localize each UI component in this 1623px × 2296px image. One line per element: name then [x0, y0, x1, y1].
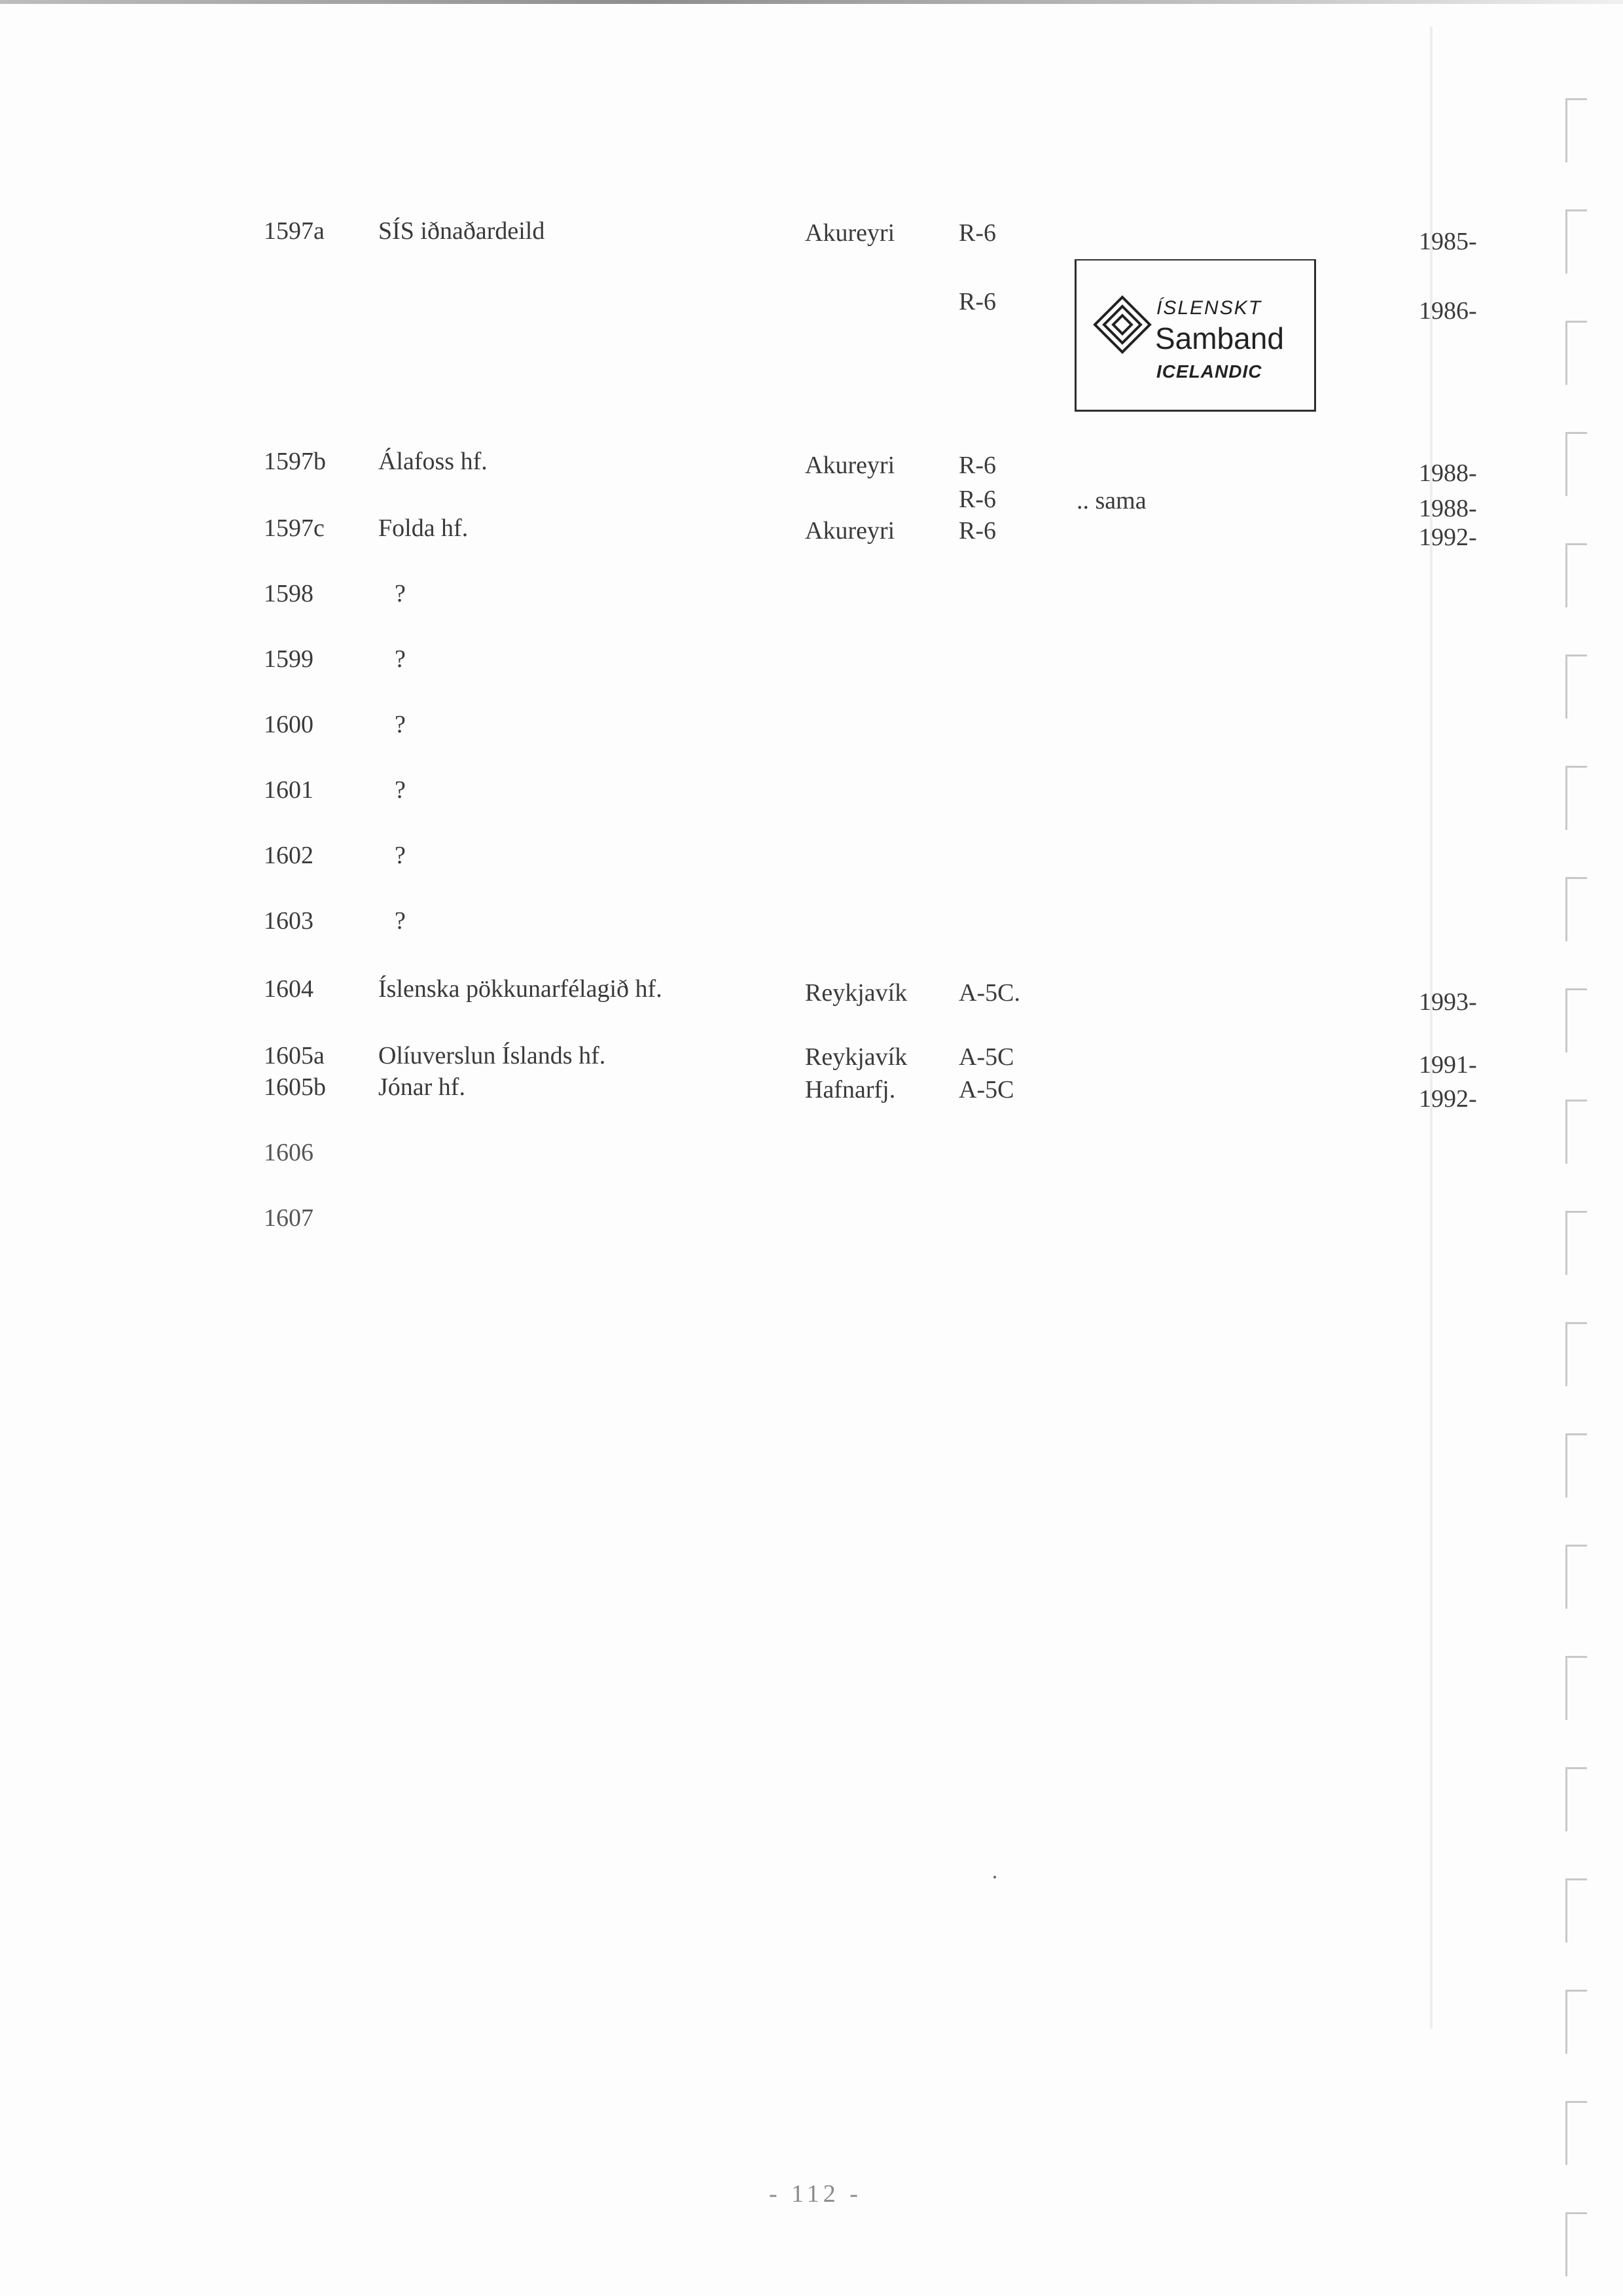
entry-name: ? [395, 907, 406, 935]
entry-year: 1988- [1419, 495, 1477, 522]
entry-year: 1985- [1419, 228, 1477, 255]
entry-number: 1599 [264, 645, 313, 673]
binder-shadow [1430, 26, 1433, 2029]
entry-year: 1992- [1419, 524, 1477, 551]
entry-number: 1600 [264, 711, 313, 738]
entry-name: Íslenska pökkunarfélagið hf. [378, 975, 662, 1003]
entry-code: R-6 [959, 486, 996, 513]
entry-place: Reykjavík [805, 1043, 908, 1071]
entry-year: 1993- [1419, 988, 1477, 1016]
entry-code: A-5C [959, 1076, 1014, 1103]
entry-name: ? [395, 842, 406, 869]
entry-code: R-6 [959, 219, 996, 247]
binder-tab [1565, 2101, 1587, 2165]
binder-tab [1565, 98, 1587, 162]
binder-tab [1565, 1211, 1587, 1275]
entry-note: .. sama [1077, 487, 1147, 514]
binder-tab [1565, 766, 1587, 830]
binder-tab [1565, 1656, 1587, 1720]
entry-number: 1605a [264, 1042, 325, 1069]
entry-number: 1601 [264, 776, 313, 804]
entry-number: 1607 [264, 1204, 313, 1232]
binder-tab [1565, 1100, 1587, 1164]
binder-tab [1565, 1878, 1587, 1943]
binder-tab [1565, 1433, 1587, 1498]
entry-name: Álafoss hf. [378, 448, 488, 475]
stamp-text-icelandic: ICELANDIC [1156, 361, 1262, 382]
binder-tab [1565, 543, 1587, 607]
entry-name: Folda hf. [378, 514, 469, 542]
binder-tab [1565, 1322, 1587, 1386]
binder-tab [1565, 209, 1587, 274]
binder-tab [1565, 321, 1587, 385]
binder-tab [1565, 877, 1587, 941]
entry-name: SÍS iðnaðardeild [378, 217, 545, 245]
entry-number: 1602 [264, 842, 313, 869]
binder-tab [1565, 1767, 1587, 1831]
entry-year: 1988- [1419, 459, 1477, 487]
entry-code: R-6 [959, 452, 996, 479]
entry-place: Akureyri [805, 452, 895, 479]
binder-tab [1565, 1990, 1587, 2054]
entry-code: R-6 [959, 517, 996, 545]
entry-name: Olíuverslun Íslands hf. [378, 1042, 606, 1069]
samband-logo-icon [1090, 292, 1155, 364]
entry-code: A-5C. [959, 979, 1020, 1007]
stamp-text-samband: Samband [1155, 321, 1284, 355]
scan-speck [993, 1876, 996, 1878]
samband-logo-stamp [1075, 259, 1316, 412]
entry-name: ? [395, 776, 406, 804]
entry-number: 1597b [264, 448, 326, 475]
entry-number: 1597c [264, 514, 325, 542]
entry-number: 1603 [264, 907, 313, 935]
stamp-text-islenskt: ÍSLENSKT [1156, 297, 1262, 319]
entry-year: 1991- [1419, 1051, 1477, 1079]
entry-number: 1605b [264, 1073, 326, 1101]
binder-tab [1565, 432, 1587, 496]
entry-code: A-5C [959, 1043, 1014, 1071]
entry-place: Reykjavík [805, 979, 908, 1007]
entry-number: 1598 [264, 580, 313, 607]
binder-tab [1565, 2212, 1587, 2276]
entry-name: ? [395, 580, 406, 607]
entry-place: Akureyri [805, 219, 895, 247]
scan-top-edge [0, 0, 1623, 4]
entry-number: 1604 [264, 975, 313, 1003]
entry-name: ? [395, 645, 406, 673]
binder-tab [1565, 988, 1587, 1052]
entry-year: 1992- [1419, 1085, 1477, 1113]
entry-year: 1986- [1419, 297, 1477, 325]
entry-name: ? [395, 711, 406, 738]
binder-tab [1565, 1545, 1587, 1609]
entry-code: R-6 [959, 288, 996, 315]
entry-place: Hafnarfj. [805, 1076, 896, 1103]
entry-number: 1606 [264, 1139, 313, 1166]
entry-number: 1597a [264, 217, 325, 245]
binder-tab [1565, 655, 1587, 719]
page-number: - 112 - [769, 2180, 862, 2208]
entry-name: Jónar hf. [378, 1073, 465, 1101]
entry-place: Akureyri [805, 517, 895, 545]
